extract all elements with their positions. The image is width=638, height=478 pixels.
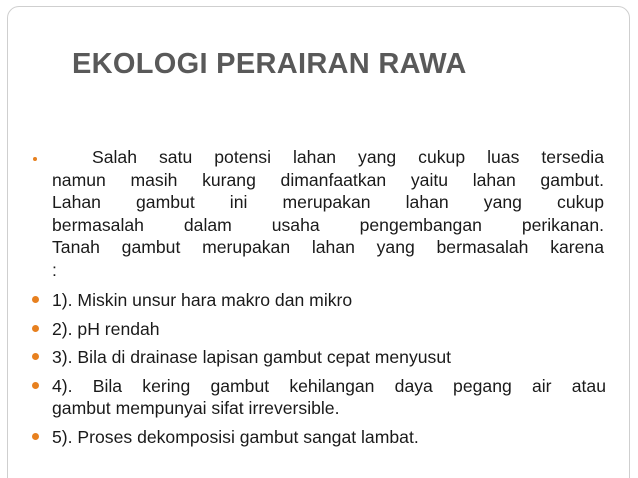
bullet-dot-icon xyxy=(33,157,37,161)
slide-title: EKOLOGI PERAIRAN RAWA xyxy=(72,48,467,80)
slide-content xyxy=(30,146,606,454)
bullet-dot-icon xyxy=(32,325,39,332)
list-item xyxy=(30,375,606,420)
list-item-text: 1). Miskin unsur hara makro dan mikro xyxy=(52,290,353,310)
paragraph-line: Salah satu potensi lahan yang cukup luas tersedia xyxy=(92,147,604,167)
paragraph-line: Lahan gambut ini merupakan lahan yang cukup xyxy=(52,192,604,212)
paragraph-line: : xyxy=(52,259,57,280)
list-item xyxy=(30,346,606,369)
intro-paragraph xyxy=(30,146,606,281)
bullet-dot-icon xyxy=(32,296,39,303)
bullet-dot-icon xyxy=(32,353,39,360)
bullet-dot-icon xyxy=(32,433,39,440)
paragraph-line: namun masih kurang dimanfaatkan yaitu lahan gambut. xyxy=(52,169,604,190)
paragraph-line: Tanah gambut merupakan lahan yang bermasalah karena xyxy=(52,237,604,257)
list-item-text: 3). Bila di drainase lapisan gambut cepat menyusut xyxy=(52,347,452,367)
paragraph-line: bermasalah dalam usaha pengembangan perikanan. xyxy=(52,214,604,235)
bullet-dot-icon xyxy=(32,382,39,389)
list-item-text: 5). Proses dekomposisi gambut sangat lambat. xyxy=(52,426,419,447)
list-item xyxy=(30,289,606,312)
list-item xyxy=(30,426,606,449)
list-item-text: 2). pH rendah xyxy=(52,318,160,339)
list-item xyxy=(30,318,606,341)
list-item-text: gambut mempunyai sifat irreversible. xyxy=(52,398,340,418)
list-item-text: 4). Bila kering gambut kehilangan daya pegang air atau xyxy=(52,375,606,396)
